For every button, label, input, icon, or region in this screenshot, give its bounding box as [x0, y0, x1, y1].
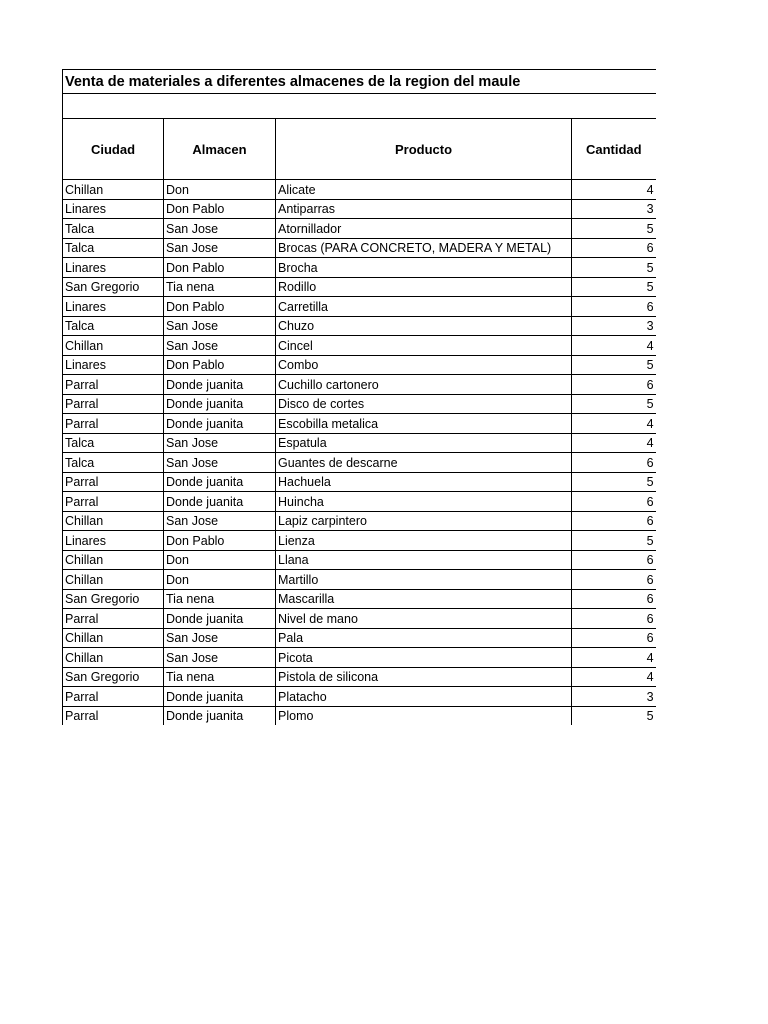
table-row	[63, 531, 656, 551]
cell-almacen: Donde juanita	[164, 375, 276, 395]
cell-cantidad: 5	[572, 219, 656, 239]
cell-cantidad: 6	[572, 550, 656, 570]
cell-cantidad: 5	[572, 355, 656, 375]
sales-table	[62, 69, 656, 725]
table-row	[63, 550, 656, 570]
cell-almacen: San Jose	[164, 238, 276, 258]
table-row	[63, 511, 656, 531]
cell-cantidad: 5	[572, 258, 656, 278]
table-row	[63, 316, 656, 336]
cell-producto: Disco de cortes	[276, 394, 572, 414]
cell-almacen: Don Pablo	[164, 258, 276, 278]
cell-cantidad: 5	[572, 706, 656, 725]
cell-cantidad: 6	[572, 589, 656, 609]
table-row	[63, 375, 656, 395]
cell-cantidad: 3	[572, 199, 656, 219]
cell-cantidad: 6	[572, 453, 656, 473]
cell-almacen: Donde juanita	[164, 414, 276, 434]
cell-almacen: Donde juanita	[164, 609, 276, 629]
cell-almacen: San Jose	[164, 628, 276, 648]
cell-producto: Hachuela	[276, 472, 572, 492]
cell-ciudad: Linares	[63, 355, 164, 375]
cell-ciudad: Linares	[63, 199, 164, 219]
cell-ciudad: Parral	[63, 375, 164, 395]
cell-almacen: Donde juanita	[164, 394, 276, 414]
cell-producto: Rodillo	[276, 277, 572, 297]
cell-ciudad: Talca	[63, 433, 164, 453]
table-row	[63, 238, 656, 258]
table-row	[63, 433, 656, 453]
cell-cantidad: 6	[572, 628, 656, 648]
table-row	[63, 687, 656, 707]
table-row	[63, 648, 656, 668]
cell-ciudad: Parral	[63, 472, 164, 492]
cell-cantidad: 6	[572, 511, 656, 531]
cell-ciudad: Talca	[63, 219, 164, 239]
cell-cantidad: 5	[572, 531, 656, 551]
cell-ciudad: Parral	[63, 687, 164, 707]
cell-producto: Lapiz carpintero	[276, 511, 572, 531]
cell-ciudad: Chillan	[63, 550, 164, 570]
cell-ciudad: Talca	[63, 238, 164, 258]
cell-producto: Mascarilla	[276, 589, 572, 609]
table-row	[63, 414, 656, 434]
table-row	[63, 258, 656, 278]
cell-almacen: San Jose	[164, 219, 276, 239]
cell-ciudad: Linares	[63, 297, 164, 317]
cell-cantidad: 6	[572, 238, 656, 258]
cell-almacen: Don	[164, 570, 276, 590]
cell-cantidad: 6	[572, 375, 656, 395]
cell-cantidad: 4	[572, 648, 656, 668]
header-producto: Producto	[276, 119, 572, 180]
cell-producto: Brocas (PARA CONCRETO, MADERA Y METAL)	[276, 238, 572, 258]
table-row	[63, 180, 656, 200]
table-row	[63, 453, 656, 473]
cell-almacen: Don	[164, 180, 276, 200]
cell-ciudad: Parral	[63, 706, 164, 725]
cell-ciudad: Chillan	[63, 180, 164, 200]
cell-almacen: Tia nena	[164, 277, 276, 297]
cell-cantidad: 4	[572, 336, 656, 356]
title-row	[63, 70, 656, 94]
cell-ciudad: Linares	[63, 531, 164, 551]
blank-cell	[63, 94, 656, 119]
cell-almacen: Donde juanita	[164, 706, 276, 725]
cell-ciudad: Linares	[63, 258, 164, 278]
cell-producto: Atornillador	[276, 219, 572, 239]
table-row	[63, 609, 656, 629]
table-row	[63, 706, 656, 725]
cell-almacen: San Jose	[164, 453, 276, 473]
sheet-title: Venta de materiales a diferentes almacenes de la region del maule	[63, 70, 656, 94]
cell-cantidad: 4	[572, 667, 656, 687]
table-row	[63, 297, 656, 317]
table-row	[63, 355, 656, 375]
cell-producto: Pistola de silicona	[276, 667, 572, 687]
cell-cantidad: 4	[572, 180, 656, 200]
cell-cantidad: 5	[572, 277, 656, 297]
cell-producto: Alicate	[276, 180, 572, 200]
header-almacen: Almacen	[164, 119, 276, 180]
cell-almacen: San Jose	[164, 648, 276, 668]
table-row	[63, 492, 656, 512]
cell-producto: Carretilla	[276, 297, 572, 317]
table-row	[63, 394, 656, 414]
cell-almacen: Tia nena	[164, 667, 276, 687]
cell-producto: Chuzo	[276, 316, 572, 336]
cell-ciudad: Talca	[63, 453, 164, 473]
cell-producto: Brocha	[276, 258, 572, 278]
table-row	[63, 277, 656, 297]
cell-producto: Llana	[276, 550, 572, 570]
cell-producto: Antiparras	[276, 199, 572, 219]
table-row	[63, 219, 656, 239]
table-row	[63, 336, 656, 356]
cell-almacen: San Jose	[164, 433, 276, 453]
cell-ciudad: San Gregorio	[63, 277, 164, 297]
header-row	[63, 119, 656, 180]
cell-ciudad: Parral	[63, 394, 164, 414]
cell-almacen: Donde juanita	[164, 492, 276, 512]
cell-almacen: Tia nena	[164, 589, 276, 609]
cell-ciudad: Chillan	[63, 570, 164, 590]
cell-almacen: Donde juanita	[164, 472, 276, 492]
cell-almacen: San Jose	[164, 511, 276, 531]
cell-producto: Cincel	[276, 336, 572, 356]
cell-almacen: San Jose	[164, 336, 276, 356]
cell-almacen: Donde juanita	[164, 687, 276, 707]
cell-ciudad: Parral	[63, 609, 164, 629]
cell-cantidad: 5	[572, 472, 656, 492]
table-row	[63, 667, 656, 687]
table-row	[63, 628, 656, 648]
cell-producto: Cuchillo cartonero	[276, 375, 572, 395]
cell-cantidad: 4	[572, 414, 656, 434]
cell-producto: Guantes de descarne	[276, 453, 572, 473]
cell-producto: Escobilla metalica	[276, 414, 572, 434]
cell-producto: Lienza	[276, 531, 572, 551]
cell-producto: Nivel de mano	[276, 609, 572, 629]
header-ciudad: Ciudad	[63, 119, 164, 180]
cell-producto: Martillo	[276, 570, 572, 590]
cell-ciudad: Parral	[63, 492, 164, 512]
cell-producto: Huincha	[276, 492, 572, 512]
cell-almacen: Don Pablo	[164, 531, 276, 551]
header-cantidad: Cantidad	[572, 119, 656, 180]
table-row	[63, 570, 656, 590]
cell-ciudad: Chillan	[63, 648, 164, 668]
cell-ciudad: Chillan	[63, 336, 164, 356]
cell-ciudad: Talca	[63, 316, 164, 336]
cell-almacen: Don Pablo	[164, 199, 276, 219]
cell-cantidad: 3	[572, 316, 656, 336]
cell-ciudad: Chillan	[63, 628, 164, 648]
cell-producto: Combo	[276, 355, 572, 375]
spreadsheet-page	[62, 69, 655, 725]
cell-cantidad: 5	[572, 394, 656, 414]
cell-almacen: Don Pablo	[164, 297, 276, 317]
table-row	[63, 472, 656, 492]
cell-cantidad: 6	[572, 297, 656, 317]
cell-ciudad: San Gregorio	[63, 589, 164, 609]
cell-ciudad: Chillan	[63, 511, 164, 531]
cell-producto: Platacho	[276, 687, 572, 707]
table-row	[63, 199, 656, 219]
cell-ciudad: Parral	[63, 414, 164, 434]
table-row	[63, 589, 656, 609]
cell-almacen: Don	[164, 550, 276, 570]
cell-ciudad: San Gregorio	[63, 667, 164, 687]
cell-cantidad: 6	[572, 492, 656, 512]
cell-cantidad: 3	[572, 687, 656, 707]
cell-producto: Plomo	[276, 706, 572, 725]
cell-cantidad: 6	[572, 609, 656, 629]
cell-almacen: Don Pablo	[164, 355, 276, 375]
cell-cantidad: 6	[572, 570, 656, 590]
cell-producto: Espatula	[276, 433, 572, 453]
cell-producto: Picota	[276, 648, 572, 668]
blank-row	[63, 94, 656, 119]
cell-almacen: San Jose	[164, 316, 276, 336]
cell-cantidad: 4	[572, 433, 656, 453]
cell-producto: Pala	[276, 628, 572, 648]
